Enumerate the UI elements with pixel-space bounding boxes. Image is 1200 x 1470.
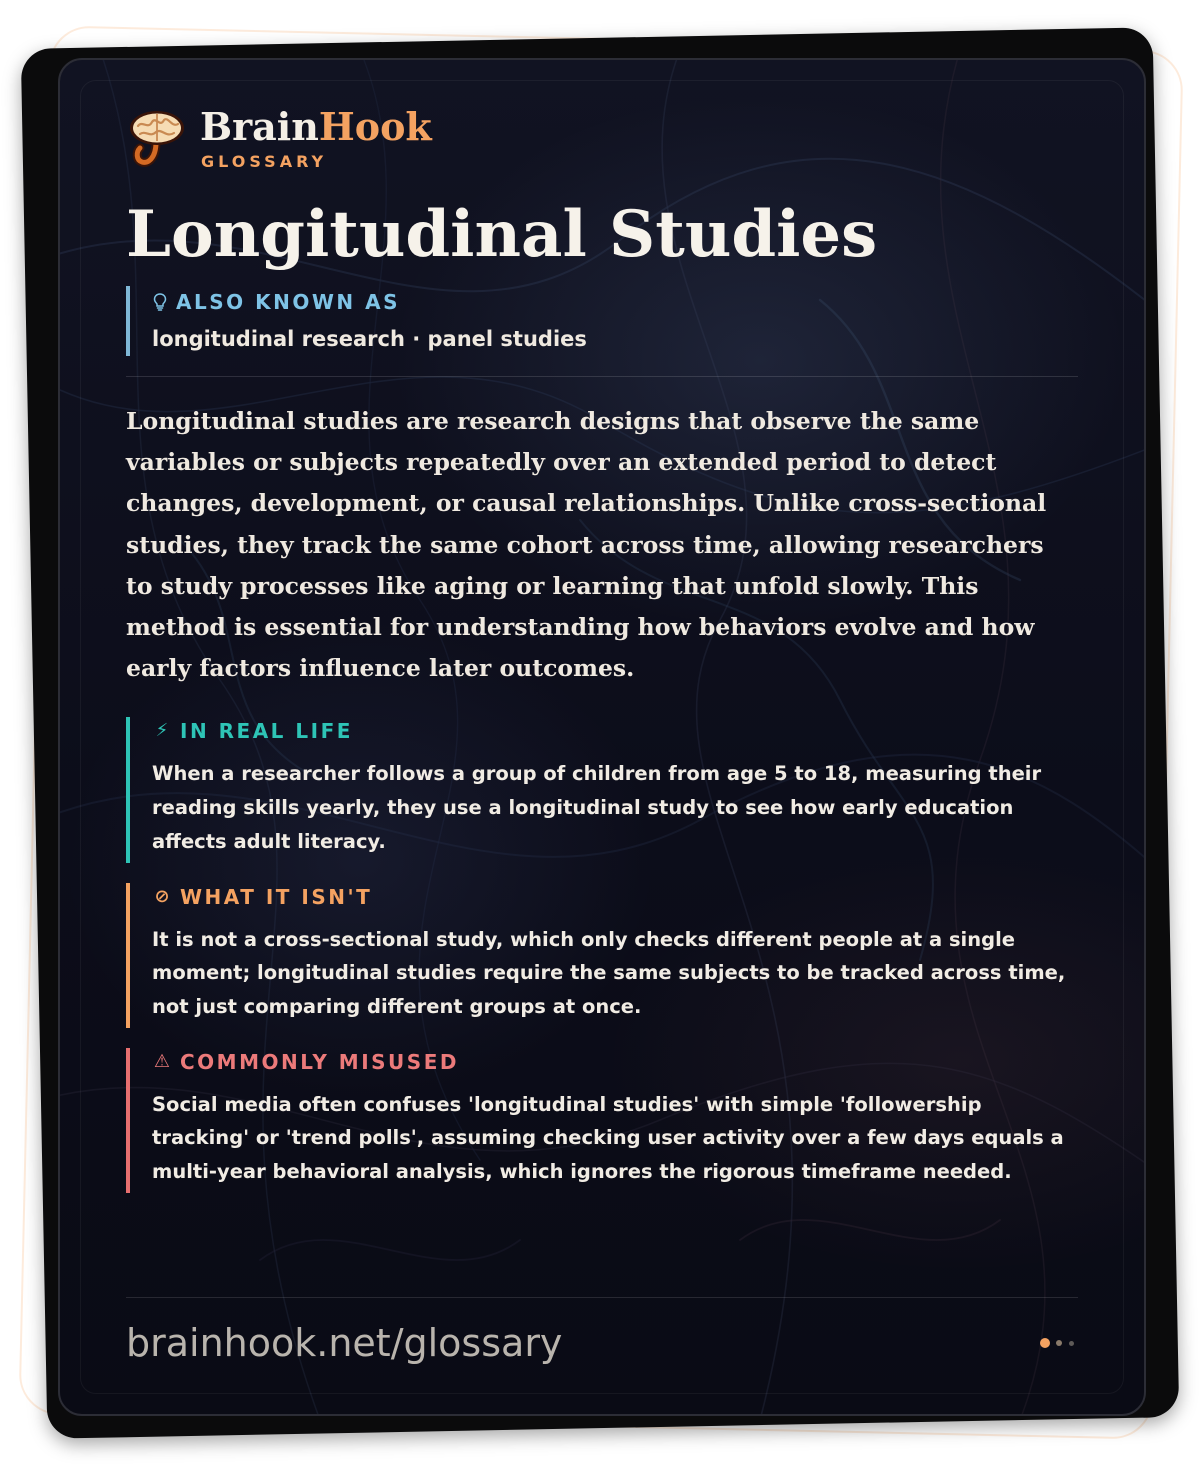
- page-indicator: [1040, 1338, 1080, 1348]
- in-real-life-label: IN REAL LIFE: [180, 719, 353, 744]
- commonly-misused-heading: [152, 1050, 1078, 1074]
- section-in-real-life: [126, 717, 1078, 862]
- what-it-isnt-body: It is not a cross-sectional study, which only checks different people at a single moment; longitudinal studies require the same subjects to be tracked across time, not just comparing different groups at once.: [152, 927, 1066, 1018]
- term-title: Longitudinal Studies: [126, 197, 878, 272]
- no-entry-icon: ⊘: [154, 885, 170, 907]
- also-known-as-values: longitudinal research · panel studies: [152, 327, 587, 351]
- brand-name-part2: Hook: [318, 104, 432, 149]
- section-what-it-isnt: [126, 883, 1078, 1028]
- in-real-life-body: When a researcher follows a group of children from age 5 to 18, measuring their reading skills yearly, they use a longitudinal study to see how early education affects adult literacy.: [152, 762, 1042, 853]
- page-dot-active: [1040, 1338, 1050, 1348]
- footer-url-link[interactable]: brainhook.net/glossary: [126, 1321, 563, 1365]
- also-known-as-heading: [152, 290, 1078, 314]
- brand-name: [200, 106, 432, 148]
- brain-hook-logo-icon: [126, 108, 186, 168]
- warning-icon: ⚠: [153, 1050, 171, 1072]
- also-known-as-block: [126, 286, 1078, 356]
- lightbulb-icon: [152, 292, 168, 312]
- lightning-icon: ⚡: [155, 720, 169, 742]
- also-known-as-label: ALSO KNOWN AS: [176, 290, 400, 314]
- commonly-misused-label: COMMONLY MISUSED: [180, 1049, 459, 1074]
- page-dot: [1069, 1341, 1074, 1346]
- what-it-isnt-heading: [152, 885, 1078, 909]
- brand-header: [126, 104, 1078, 184]
- brand-name-part1: Brain: [200, 104, 319, 149]
- in-real-life-heading: [152, 719, 1078, 743]
- section-commonly-misused: [126, 1048, 1078, 1193]
- brand-tagline: GLOSSARY: [201, 152, 328, 171]
- commonly-misused-body: Social media often confuses 'longitudinal studies' with simple 'followership tracking' or 'trend polls', assuming checking user activity over a few days equals a multi-year behavioral analysis, which ignores the rigorous timeframe needed.: [152, 1092, 1064, 1184]
- footer-divider: [126, 1297, 1078, 1298]
- term-definition: Longitudinal studies are research designs that observe the same variables or subjects repeatedly over an extended period to detect changes, development, or causal relationships. Unlike cross-sectional studies, they track the same cohort across time, allowing researchers to study processes like aging or learning that unfold slowly. This method is essential for understanding how behaviors evolve and how early factors influence later outcomes.: [126, 407, 1047, 683]
- page-dot: [1056, 1340, 1062, 1346]
- divider: [126, 376, 1078, 377]
- glossary-card: [58, 58, 1146, 1416]
- what-it-isnt-label: WHAT IT ISN'T: [180, 884, 373, 909]
- card-content: [126, 104, 1078, 1193]
